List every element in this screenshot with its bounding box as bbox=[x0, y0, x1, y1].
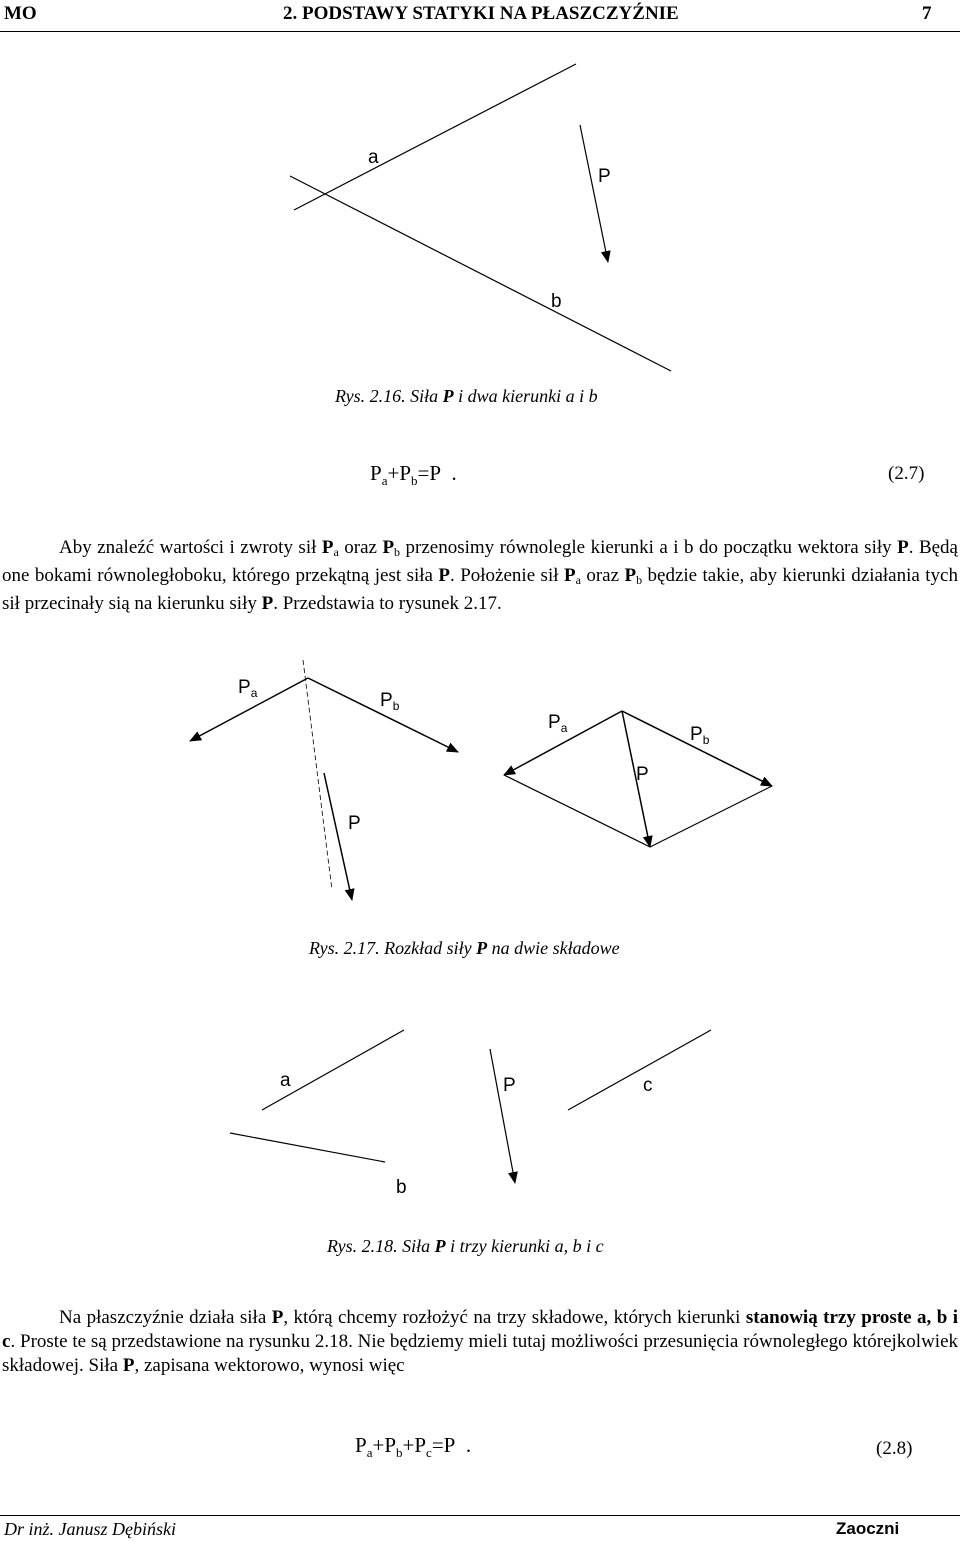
parallelogram-side-a bbox=[504, 775, 650, 847]
label-a-2-16: a bbox=[368, 147, 379, 168]
footer-rule bbox=[0, 1515, 960, 1516]
figure-2-17-left bbox=[190, 660, 458, 900]
equation-2-7: $P_a+P_b=P$ . bbox=[370, 461, 457, 488]
footer-right: Zaoczni bbox=[836, 1519, 900, 1538]
paragraph-1: Aby znaleźć wartości i zwroty sił $P_a$ oraz $P_b$ przenosimy równolegle kierunki a i b do początku wektora siły P. Będą one bokami równoległoboku, którego przekątną jest siła P. Położenie sił $P_a$ oraz $P_b$ będzie takie, aby kierunki działania tych sił przecinały sią na kierunku siły P. Przedstawia to rysunek 2.17. bbox=[2, 537, 958, 614]
direction-line-b bbox=[290, 176, 671, 371]
header-left: MO bbox=[4, 3, 37, 24]
label-P-2-16: P bbox=[598, 166, 611, 187]
figure-2-16 bbox=[290, 64, 671, 371]
label-a-2-18: a bbox=[280, 1070, 291, 1091]
caption-2-17: Rys. 2.17. Rozkład siły P na dwie składowe bbox=[309, 938, 620, 958]
label-Pb-right: $P_b$ bbox=[690, 724, 710, 747]
label-c-2-18: c bbox=[643, 1075, 653, 1096]
label-b-2-16: b bbox=[551, 291, 562, 312]
label-Pa-left: $P_a$ bbox=[238, 677, 258, 700]
figure-2-18 bbox=[230, 1030, 711, 1183]
force-arrow-P-left bbox=[324, 773, 352, 900]
footer-author: Dr inż. Janusz Dębiński bbox=[4, 1519, 176, 1539]
force-arrow-P bbox=[580, 125, 608, 262]
page-number: 7 bbox=[922, 3, 932, 24]
label-b-2-18: b bbox=[396, 1177, 407, 1198]
direction-line-b-2-18 bbox=[230, 1133, 385, 1162]
direction-line-a bbox=[294, 64, 576, 210]
header-title: 2. PODSTAWY STATYKI NA PŁASZCZYŹNIE bbox=[283, 3, 679, 24]
label-P-2-18: P bbox=[503, 1075, 516, 1096]
label-Pa-right: $P_a$ bbox=[548, 712, 568, 735]
equation-number-2-8: (2.8) bbox=[876, 1438, 913, 1459]
paragraph-2: Na płaszczyźnie działa siła P, którą chcemy rozłożyć na trzy składowe, których kierunki stanowią trzy proste a, b i c. Proste te są przedstawione na rysunku 2.18. Nie będziemy mieli tutaj możliwości przesunięcia równoległego którejkolwiek składowej. Siła P, zapisana wektorowo, wynosi więc bbox=[2, 1307, 958, 1376]
parallelogram-side-b bbox=[650, 786, 772, 847]
caption-2-18: Rys. 2.18. Siła P i trzy kierunki a, b i c bbox=[327, 1236, 604, 1256]
equation-2-8: $P_a+P_b+P_c=P$ . bbox=[355, 1433, 472, 1460]
label-P-right: P bbox=[636, 764, 649, 785]
direction-line-c bbox=[568, 1030, 711, 1110]
dashed-line bbox=[303, 660, 332, 890]
force-arrow-P-2-18 bbox=[490, 1049, 515, 1183]
label-Pb-left: $P_b$ bbox=[380, 690, 400, 713]
caption-2-16: Rys. 2.16. Siła P i dwa kierunki a i b bbox=[335, 386, 598, 406]
label-P-left: P bbox=[348, 813, 361, 834]
equation-number-2-7: (2.7) bbox=[888, 463, 925, 484]
